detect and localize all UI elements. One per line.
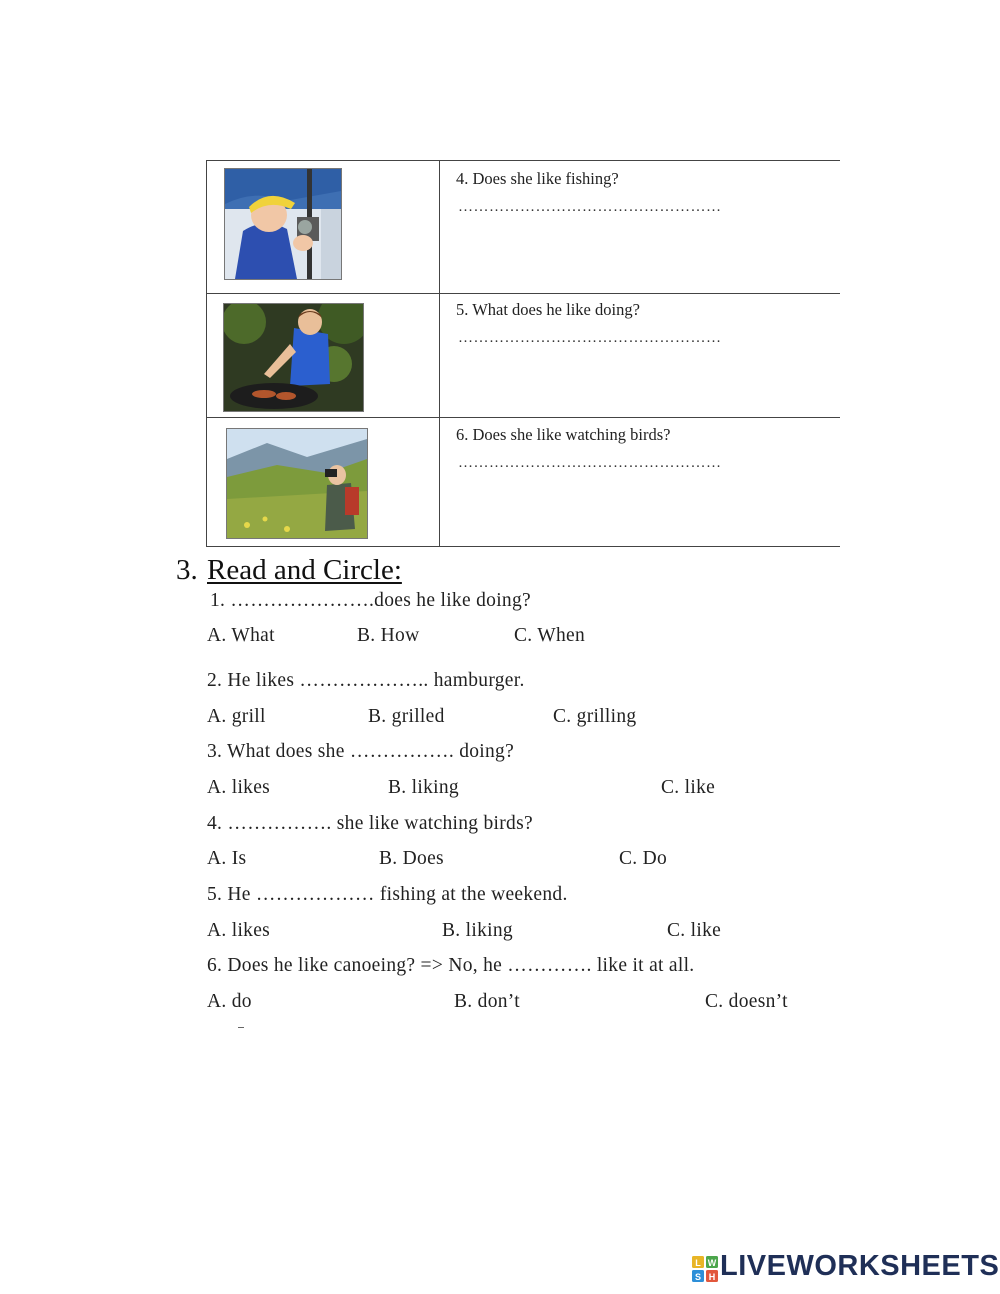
- stray-mark: [238, 1027, 244, 1028]
- table-column-divider: [439, 160, 440, 546]
- table-border-bottom: [206, 546, 840, 547]
- exercise-question-1: 1. ………………….does he like doing?: [210, 590, 531, 611]
- liveworksheets-logo-icon: [692, 1256, 718, 1282]
- exercise-6-option-c[interactable]: C. doesn’t: [705, 991, 788, 1012]
- exercise-6-option-a[interactable]: A. do: [207, 991, 252, 1012]
- exercise-question-2: 2. He likes ……………….. hamburger.: [207, 670, 525, 691]
- exercise-question-5: 5. He ……………… fishing at the weekend.: [207, 884, 568, 905]
- exercise-1-option-c[interactable]: C. When: [514, 625, 586, 646]
- table-row-divider: [206, 417, 840, 418]
- table-answer-line-5[interactable]: ……………………………………………: [458, 330, 722, 346]
- exercise-question-3: 3. What does she ……………. doing?: [207, 741, 515, 762]
- table-answer-line-6[interactable]: ……………………………………………: [458, 455, 722, 471]
- exercise-3-option-c[interactable]: C. like: [661, 777, 716, 798]
- boy-grilling-photo: [223, 303, 364, 412]
- exercise-1-option-b[interactable]: B. How: [357, 625, 420, 646]
- exercise-5-option-c[interactable]: C. like: [667, 920, 722, 941]
- exercise-3-option-b[interactable]: B. liking: [388, 777, 459, 798]
- table-question-4: 4. Does she like fishing?: [456, 169, 619, 188]
- logo-tile-letter-4: H: [708, 1272, 716, 1282]
- exercise-5-option-b[interactable]: B. liking: [442, 920, 513, 941]
- exercise-2-option-c[interactable]: C. grilling: [553, 706, 637, 727]
- exercise-question-6: 6. Does he like canoeing? => No, he …………. like it at all.: [207, 955, 695, 976]
- liveworksheets-logo-text: LIVEWORKSHEETS: [720, 1250, 1000, 1282]
- boy-fishing-photo: [224, 168, 342, 280]
- exercise-2-option-b[interactable]: B. grilled: [368, 706, 445, 727]
- exercise-4-option-c[interactable]: C. Do: [619, 848, 668, 869]
- table-row-divider: [206, 293, 840, 294]
- exercise-4-option-a[interactable]: A. Is: [207, 848, 247, 869]
- exercise-5-option-a[interactable]: A. likes: [207, 920, 271, 941]
- section-title: Read and Circle:: [207, 554, 402, 586]
- table-border-left: [206, 160, 207, 546]
- exercise-2-option-a[interactable]: A. grill: [207, 706, 266, 727]
- table-question-5: 5. What does he like doing?: [456, 300, 640, 319]
- table-answer-line-4[interactable]: ……………………………………………: [458, 199, 722, 215]
- girl-birdwatching-photo: [226, 428, 368, 539]
- logo-tile-letter-1: L: [695, 1258, 701, 1268]
- logo-tile-letter-2: W: [707, 1258, 717, 1268]
- exercise-4-option-b[interactable]: B. Does: [379, 848, 444, 869]
- exercise-3-option-a[interactable]: A. likes: [207, 777, 271, 798]
- section-number: 3.: [176, 554, 198, 586]
- table-question-6: 6. Does she like watching birds?: [456, 425, 671, 444]
- exercise-question-4: 4. ……………. she like watching birds?: [207, 813, 533, 834]
- table-border-top: [206, 160, 840, 161]
- exercise-6-option-b[interactable]: B. don’t: [454, 991, 520, 1012]
- exercise-1-option-a[interactable]: A. What: [207, 625, 275, 646]
- logo-tile-letter-3: S: [694, 1272, 702, 1282]
